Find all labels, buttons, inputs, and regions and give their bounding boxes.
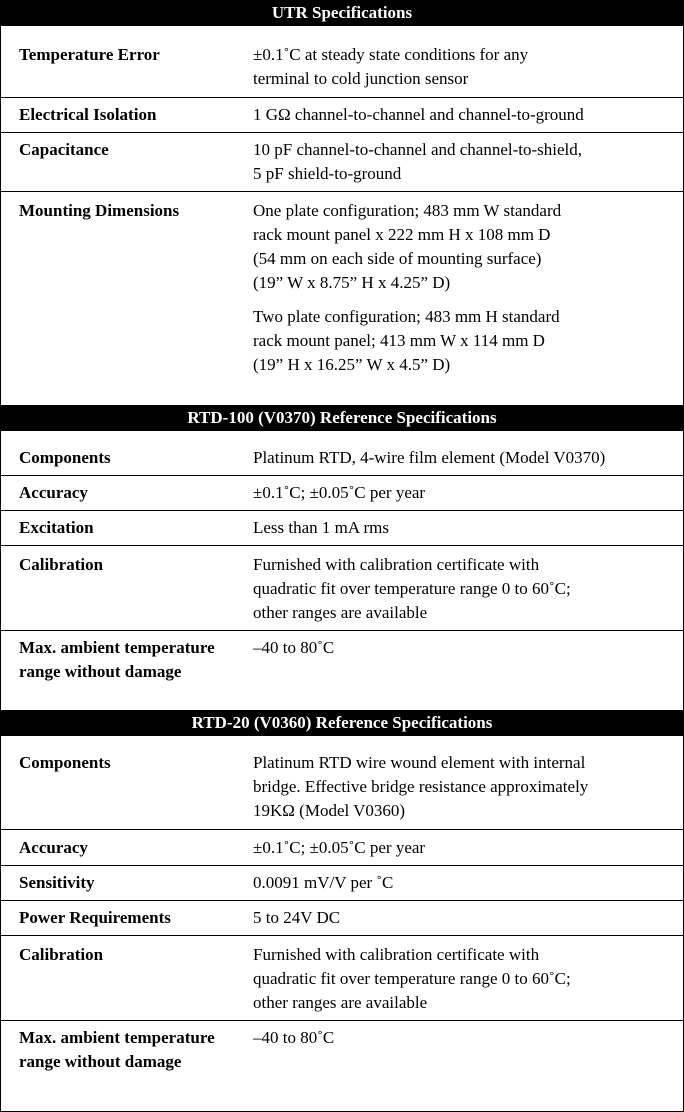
spec-label — [1, 636, 253, 710]
spec-value — [253, 636, 683, 710]
spec-value-line: rack mount panel x 222 mm H x 108 mm D — [253, 225, 551, 244]
spec-row-calibration — [1, 936, 683, 1021]
spec-value-line: Two plate configuration; 483 mm H standard — [253, 307, 560, 326]
spec-label: Temperature Error — [19, 45, 160, 64]
spec-value — [253, 871, 683, 900]
spec-value — [253, 836, 683, 865]
spec-label: Components — [19, 448, 111, 467]
spec-label: Components — [19, 753, 111, 772]
spec-value — [253, 481, 683, 510]
spec-row-accuracy — [1, 830, 683, 866]
spec-row-max-ambient-temperature — [1, 1021, 683, 1101]
spec-value-line: (19” H x 16.25” W x 4.5” D) — [253, 355, 451, 374]
spec-value — [253, 103, 683, 132]
spec-value — [253, 138, 683, 191]
spec-label: Capacitance — [19, 140, 109, 159]
spec-label: Sensitivity — [19, 873, 95, 892]
spec-row-calibration — [1, 546, 683, 631]
spec-value-line: 10 pF channel-to-channel and channel-to-shield, — [253, 140, 583, 159]
spec-value-line: (54 mm on each side of mounting surface) — [253, 249, 542, 268]
spec-value-line: terminal to cold junction sensor — [253, 69, 469, 88]
spec-value — [253, 943, 683, 1020]
spec-row-power-requirements — [1, 901, 683, 936]
spec-label-line: range without damage — [19, 1052, 182, 1071]
spec-value-line: other ranges are available — [253, 993, 428, 1012]
spec-row-components — [1, 431, 683, 476]
spec-value-line: other ranges are available — [253, 603, 428, 622]
spec-value-paragraph — [253, 199, 675, 295]
spec-value-line: ±0.1˚C; ±0.05˚C per year — [253, 838, 426, 857]
spec-row-components — [1, 736, 683, 830]
spec-value-line: 5 to 24V DC — [253, 908, 341, 927]
spec-value-line: quadratic fit over temperature range 0 to 60˚C; — [253, 969, 571, 988]
section-header-utr: UTR Specifications — [1, 0, 683, 26]
spec-value-line: Platinum RTD wire wound element with internal — [253, 753, 586, 772]
spec-value-line: Less than 1 mA rms — [253, 518, 389, 537]
spec-row-electrical-isolation — [1, 98, 683, 133]
spec-value — [253, 516, 683, 545]
spec-value-line: –40 to 80˚C — [253, 1028, 335, 1047]
spec-label-line: Max. ambient temperature — [19, 1028, 215, 1047]
spec-row-mounting-dimensions — [1, 192, 683, 405]
spec-label: Calibration — [19, 945, 104, 964]
spec-row-temperature-error — [1, 26, 683, 98]
spec-value-line: 19KΩ (Model V0360) — [253, 801, 406, 820]
spec-row-max-ambient-temperature — [1, 631, 683, 710]
spec-value-line: 5 pF shield-to-ground — [253, 164, 402, 183]
spec-value-line: Furnished with calibration certificate with — [253, 945, 540, 964]
spec-row-capacitance — [1, 133, 683, 192]
spec-value-line: (19” W x 8.75” H x 4.25” D) — [253, 273, 451, 292]
spec-value — [253, 199, 683, 405]
spec-value — [253, 906, 683, 935]
section-header-rtd-100: RTD-100 (V0370) Reference Specifications — [1, 405, 683, 431]
spec-row-sensitivity — [1, 866, 683, 901]
spec-label-line: Max. ambient temperature — [19, 638, 215, 657]
section-header-rtd-20: RTD-20 (V0360) Reference Specifications — [1, 710, 683, 736]
spec-value-line: quadratic fit over temperature range 0 to 60˚C; — [253, 579, 571, 598]
spec-label — [1, 1026, 253, 1101]
spec-value-line: –40 to 80˚C — [253, 638, 335, 657]
spec-label: Calibration — [19, 555, 104, 574]
spec-label: Electrical Isolation — [19, 105, 157, 124]
spec-value-line: 0.0091 mV/V per ˚C — [253, 873, 394, 892]
spec-value-line: 1 GΩ channel-to-channel and channel-to-ground — [253, 105, 584, 124]
spec-label: Accuracy — [19, 483, 88, 502]
spec-value-paragraph — [253, 305, 675, 377]
spec-row-accuracy — [1, 476, 683, 511]
spec-value-line: One plate configuration; 483 mm W standard — [253, 201, 562, 220]
spec-label: Accuracy — [19, 838, 88, 857]
spec-value-line: Platinum RTD, 4-wire film element (Model V0370) — [253, 448, 606, 467]
spec-value — [253, 553, 683, 630]
spec-label: Power Requirements — [19, 908, 171, 927]
spec-value-line: rack mount panel; 413 mm W x 114 mm D — [253, 331, 545, 350]
spec-value — [253, 751, 683, 829]
spec-value-line: Furnished with calibration certificate with — [253, 555, 540, 574]
spec-label: Excitation — [19, 518, 94, 537]
spec-value — [253, 1026, 683, 1101]
spec-row-excitation — [1, 511, 683, 546]
spec-value — [253, 446, 683, 475]
spec-value-line: bridge. Effective bridge resistance approximately — [253, 777, 589, 796]
spec-value — [253, 43, 683, 97]
spec-value-line: ±0.1˚C; ±0.05˚C per year — [253, 483, 426, 502]
spec-label-line: range without damage — [19, 662, 182, 681]
spec-label: Mounting Dimensions — [19, 201, 180, 220]
spec-value-line: ±0.1˚C at steady state conditions for any — [253, 45, 529, 64]
